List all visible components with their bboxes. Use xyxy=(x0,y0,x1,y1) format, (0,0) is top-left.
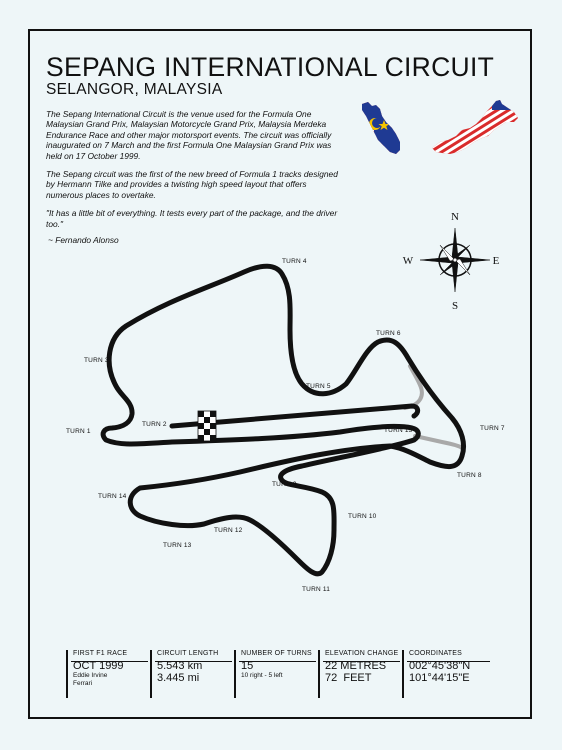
alt-track-section-right xyxy=(415,436,462,448)
turn-7-label: TURN 7 xyxy=(480,425,505,432)
stat-number-of-turns-value: 15 xyxy=(241,660,254,672)
turn-5-label: TURN 5 xyxy=(306,383,331,390)
stat-number-of-turns-split: 10 right - 5 left xyxy=(241,672,283,679)
stat-number-of-turns xyxy=(234,650,318,698)
stat-coordinates-label: COORDINATES xyxy=(409,650,463,657)
stat-first-race-team: Ferrari xyxy=(73,680,93,687)
turn-1-label: TURN 1 xyxy=(66,428,91,435)
turn-9-label: TURN 9 xyxy=(272,481,297,488)
stat-circuit-length xyxy=(150,650,234,698)
stat-coordinates-lat: 002°45'38"N xyxy=(409,660,471,672)
quote-text: "It has a little bit of everything. It tests every part of the package, and the driver too." xyxy=(46,208,338,229)
stat-first-race xyxy=(66,650,150,698)
stat-elevation-change-label: ELEVATION CHANGE xyxy=(325,650,399,657)
turn-10-label: TURN 10 xyxy=(348,513,377,520)
compass-south: S xyxy=(451,300,459,312)
stat-number-of-turns-label: NUMBER OF TURNS xyxy=(241,650,312,657)
turn-15-label: TURN 15 xyxy=(384,427,413,434)
start-finish-line xyxy=(198,411,216,441)
compass-east: E xyxy=(492,255,500,267)
quote-author: ~ Fernando Alonso xyxy=(48,235,119,246)
stat-first-race-value: OCT 1999 xyxy=(73,660,124,672)
turn-14-label: TURN 14 xyxy=(98,493,127,500)
stat-elevation-feet: 72 FEET xyxy=(325,672,372,684)
poster-subtitle: SELANGOR, MALAYSIA xyxy=(46,81,223,98)
stat-coordinates-lon: 101°44'15"E xyxy=(409,672,470,684)
turn-6-label: TURN 6 xyxy=(376,330,401,337)
description-paragraph-1: The Sepang International Circuit is the venue used for the Formula One Malaysian Grand Prix, Malaysian Motorcycle Grand Prix, Malaysia Merdeka Endurance Race and other major motorsport events. The circuit was officially inaugurated on 7 March and the first Formula One Malaysian Grand Prix was held on 17 October 1999. xyxy=(46,109,332,161)
stat-circuit-length-label: CIRCUIT LENGTH xyxy=(157,650,219,657)
stat-first-race-label: FIRST F1 RACE xyxy=(73,650,128,657)
turn-2-label: TURN 2 xyxy=(142,421,167,428)
stat-coordinates xyxy=(402,650,492,698)
compass-north: N xyxy=(451,211,459,223)
turn-13-label: TURN 13 xyxy=(163,542,192,549)
turn-8-label: TURN 8 xyxy=(457,472,482,479)
stat-elevation-metres: 22 METRES xyxy=(325,660,387,672)
turn-12-label: TURN 12 xyxy=(214,527,243,534)
description-paragraph-2: The Sepang circuit was the first of the new breed of Formula 1 tracks designed by Hermann Tilke and provides a twisting high speed layout that offers numerous places to overtake. xyxy=(46,169,338,200)
turn-3-label: TURN 3 xyxy=(84,357,109,364)
compass-west: W xyxy=(402,255,414,267)
stat-elevation-change xyxy=(318,650,402,698)
stat-circuit-length-mi: 3.445 mi xyxy=(157,672,200,684)
stat-circuit-length-km: 5.543 km xyxy=(157,660,203,672)
turn-11-label: TURN 11 xyxy=(302,586,331,593)
poster-title: SEPANG INTERNATIONAL CIRCUIT xyxy=(46,52,495,82)
turn-4-label: TURN 4 xyxy=(282,258,307,265)
stat-first-race-driver: Eddie Irvine xyxy=(73,672,108,679)
